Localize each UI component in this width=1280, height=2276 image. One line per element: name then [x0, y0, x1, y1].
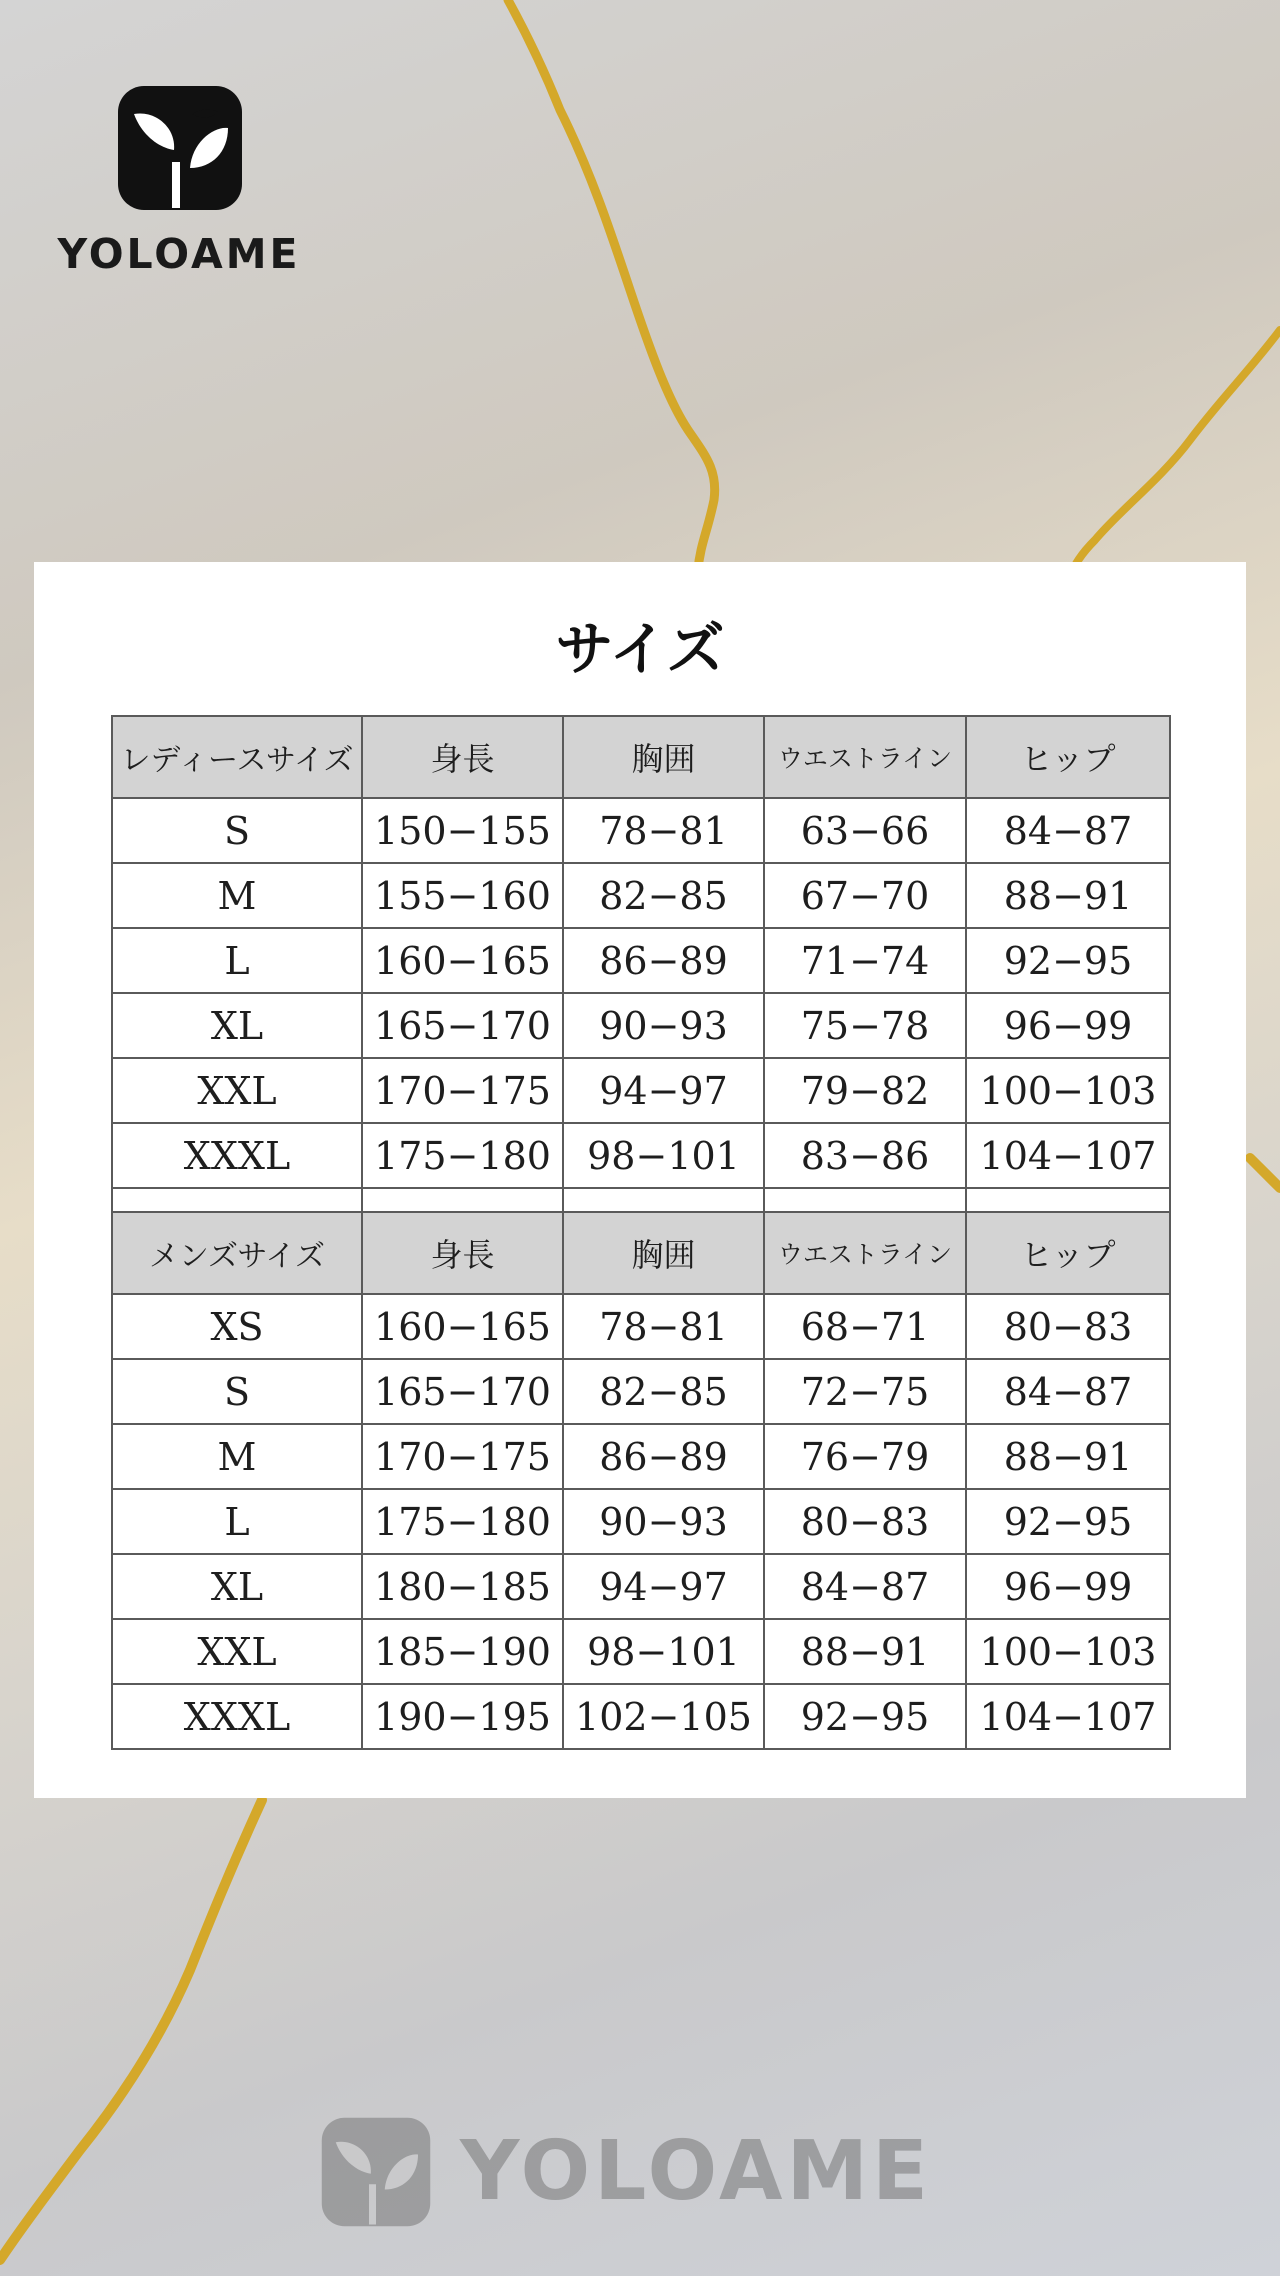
measurement-cell: 75−78 — [764, 993, 966, 1058]
measurement-cell: 84−87 — [764, 1554, 966, 1619]
section-spacer — [112, 1188, 1170, 1212]
measurement-cell: 84−87 — [966, 798, 1170, 863]
size-label-cell: S — [112, 1359, 362, 1424]
table-row — [112, 1058, 1170, 1123]
measurement-cell: 160−165 — [362, 928, 563, 993]
measurement-cell: 165−170 — [362, 993, 563, 1058]
size-chart-table — [111, 715, 1171, 1750]
table-row — [112, 798, 1170, 863]
size-label-cell: XXXL — [112, 1123, 362, 1188]
measurement-cell: 63−66 — [764, 798, 966, 863]
measurement-cell: 104−107 — [966, 1123, 1170, 1188]
mens-header-row — [112, 1212, 1170, 1294]
measurement-cell: 160−165 — [362, 1294, 563, 1359]
measurement-cell: 98−101 — [563, 1123, 764, 1188]
measurement-cell: 80−83 — [764, 1489, 966, 1554]
column-header: ヒップ — [966, 716, 1170, 798]
measurement-cell: 92−95 — [966, 928, 1170, 993]
measurement-cell: 96−99 — [966, 1554, 1170, 1619]
size-label-cell: XXXL — [112, 1684, 362, 1749]
column-header: レディースサイズ — [112, 716, 362, 798]
size-label-cell: L — [112, 928, 362, 993]
yoloame-logo-icon — [116, 84, 244, 212]
measurement-cell: 82−85 — [563, 863, 764, 928]
table-row — [112, 993, 1170, 1058]
measurement-cell: 83−86 — [764, 1123, 966, 1188]
table-row — [112, 928, 1170, 993]
column-header: 胸囲 — [563, 716, 764, 798]
table-row — [112, 1359, 1170, 1424]
column-header: メンズサイズ — [112, 1212, 362, 1294]
measurement-cell: 94−97 — [563, 1554, 764, 1619]
column-header: 身長 — [362, 1212, 563, 1294]
measurement-cell: 90−93 — [563, 1489, 764, 1554]
size-label-cell: S — [112, 798, 362, 863]
measurement-cell: 72−75 — [764, 1359, 966, 1424]
size-label-cell: XXL — [112, 1619, 362, 1684]
size-label-cell: M — [112, 863, 362, 928]
measurement-cell: 104−107 — [966, 1684, 1170, 1749]
measurement-cell: 78−81 — [563, 798, 764, 863]
column-header: ヒップ — [966, 1212, 1170, 1294]
measurement-cell: 76−79 — [764, 1424, 966, 1489]
measurement-cell: 86−89 — [563, 1424, 764, 1489]
yoloame-watermark-icon — [320, 2116, 432, 2228]
brand-watermark-wordmark: YOLOAME — [460, 2124, 933, 2219]
table-row — [112, 1424, 1170, 1489]
spacer-cell — [112, 1188, 362, 1212]
measurement-cell: 165−170 — [362, 1359, 563, 1424]
measurement-cell: 170−175 — [362, 1058, 563, 1123]
table-row — [112, 1619, 1170, 1684]
table-row — [112, 1554, 1170, 1619]
measurement-cell: 71−74 — [764, 928, 966, 993]
measurement-cell: 68−71 — [764, 1294, 966, 1359]
measurement-cell: 98−101 — [563, 1619, 764, 1684]
measurement-cell: 88−91 — [764, 1619, 966, 1684]
measurement-cell: 86−89 — [563, 928, 764, 993]
measurement-cell: 175−180 — [362, 1489, 563, 1554]
spacer-cell — [362, 1188, 563, 1212]
measurement-cell: 82−85 — [563, 1359, 764, 1424]
size-label-cell: XXL — [112, 1058, 362, 1123]
measurement-cell: 80−83 — [966, 1294, 1170, 1359]
size-label-cell: XL — [112, 1554, 362, 1619]
measurement-cell: 170−175 — [362, 1424, 563, 1489]
measurement-cell: 78−81 — [563, 1294, 764, 1359]
measurement-cell: 96−99 — [966, 993, 1170, 1058]
measurement-cell: 90−93 — [563, 993, 764, 1058]
measurement-cell: 100−103 — [966, 1619, 1170, 1684]
spacer-cell — [966, 1188, 1170, 1212]
size-label-cell: XS — [112, 1294, 362, 1359]
size-label-cell: XL — [112, 993, 362, 1058]
measurement-cell: 102−105 — [563, 1684, 764, 1749]
column-header: 身長 — [362, 716, 563, 798]
measurement-cell: 150−155 — [362, 798, 563, 863]
measurement-cell: 190−195 — [362, 1684, 563, 1749]
table-row — [112, 1489, 1170, 1554]
table-row — [112, 1123, 1170, 1188]
brand-wordmark: YOLOAME — [57, 230, 301, 278]
column-header: ウエストライン — [764, 1212, 966, 1294]
measurement-cell: 94−97 — [563, 1058, 764, 1123]
spacer-cell — [563, 1188, 764, 1212]
measurement-cell: 88−91 — [966, 1424, 1170, 1489]
size-label-cell: M — [112, 1424, 362, 1489]
spacer-cell — [764, 1188, 966, 1212]
measurement-cell: 180−185 — [362, 1554, 563, 1619]
measurement-cell: 84−87 — [966, 1359, 1170, 1424]
measurement-cell: 185−190 — [362, 1619, 563, 1684]
measurement-cell: 92−95 — [764, 1684, 966, 1749]
table-row — [112, 1294, 1170, 1359]
brand-watermark — [320, 2110, 940, 2230]
table-row — [112, 863, 1170, 928]
measurement-cell: 175−180 — [362, 1123, 563, 1188]
measurement-cell: 79−82 — [764, 1058, 966, 1123]
column-header: 胸囲 — [563, 1212, 764, 1294]
size-chart-card — [34, 562, 1246, 1798]
size-label-cell: L — [112, 1489, 362, 1554]
column-header: ウエストライン — [764, 716, 966, 798]
measurement-cell: 67−70 — [764, 863, 966, 928]
table-row — [112, 1684, 1170, 1749]
measurement-cell: 155−160 — [362, 863, 563, 928]
measurement-cell: 92−95 — [966, 1489, 1170, 1554]
ladies-header-row — [112, 716, 1170, 798]
page-title: サイズ — [555, 615, 725, 683]
measurement-cell: 100−103 — [966, 1058, 1170, 1123]
measurement-cell: 88−91 — [966, 863, 1170, 928]
